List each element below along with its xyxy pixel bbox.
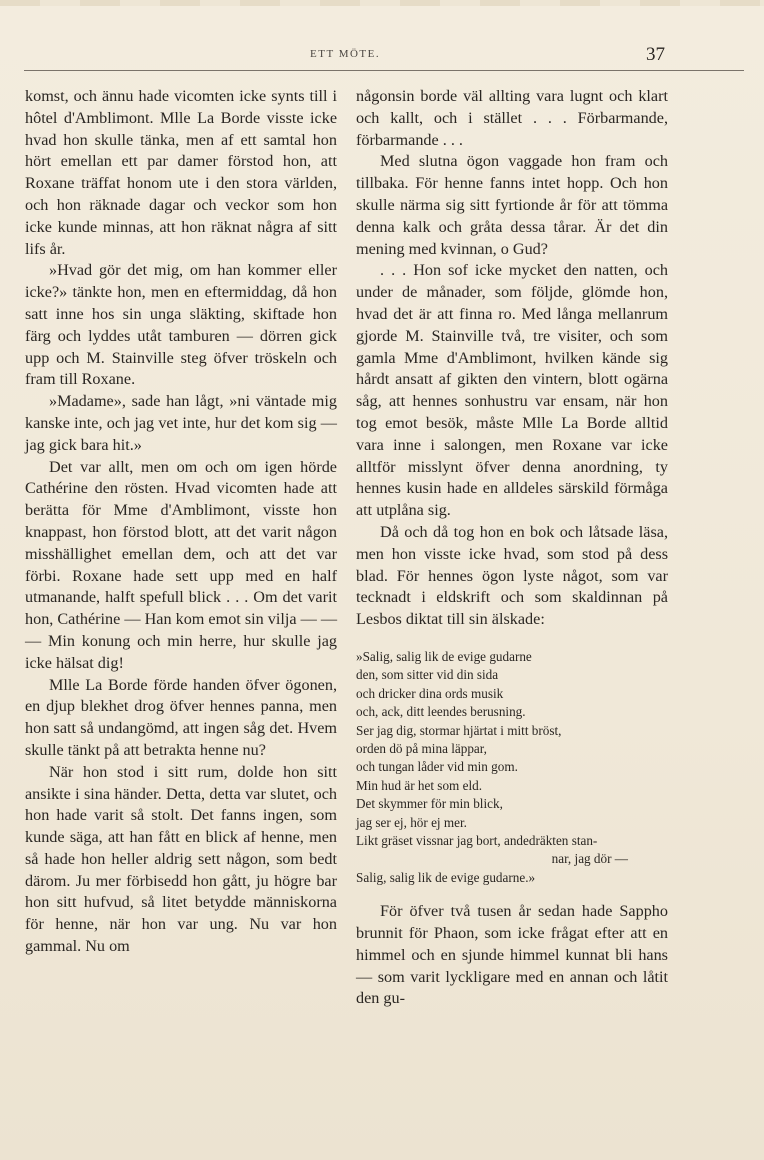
poem-line: Salig, salig lik de evige gudarne.»	[356, 869, 536, 885]
running-title: ETT MÖTE.	[310, 48, 381, 60]
poem-line: och dricker dina ords musik	[356, 685, 504, 701]
running-head	[0, 44, 764, 68]
poem-line: den, som sitter vid din sida	[356, 667, 499, 683]
poem-line: jag ser ej, hör ej mer.	[356, 814, 467, 830]
paragraph: . . . Hon sof icke mycket den natten, och under de månader, som följde, glömde hon, hvad det är att finna ro. Med långa mellanrum gjorde M. Stainville två, tre visiter, och som gamla Mme d'Amblimont, hvilken kände sig hårdt ansatt af gikten den vintern, blott ogärna såg, att hennes sonhustru var ensam, när hon tog emot besök, måste Mlle La Borde alltid vara inne i salongen, men Roxane var icke alltför misslynt öfver denna anordning, ty hennes kusin hade en alldeles särskild förmåga att utplåna sig.	[356, 261, 668, 520]
paragraph: När hon stod i sitt rum, dolde hon sitt ansikte i sina händer. Detta, detta var slutet, och hon hade varit så stolt. Det fanns ingen, som kunde säga, att han fått en blick af henne, men så hade hon heller aldrig sett någon, som bedt därom. Ju mer förbisedd hon gått, ju högre bar hon sitt hufvud, så litet betydde människorna för henne, när hon var ung. Nu var hon gammal. Nu om	[25, 762, 337, 956]
poem-line: och tungan låder vid min gom.	[356, 759, 518, 775]
poem-line: Det skymmer för min blick,	[356, 796, 503, 812]
paragraph: någonsin borde väl allting vara lugnt och klart och kallt, och i stället . . . Förbarmande, förbarmande . . .	[356, 87, 668, 149]
paragraph: Det var allt, men om och om igen hörde Cathérine den rösten. Hvad vicomten hade att berätta för Mme d'Amblimont, visste hon knappast, hon förstod blott, att det varit någon misshällighet emellan dem, och att det var förbi. Roxane hade sett upp med en half utmanande, halft spefull blick . . . Om det varit hon, Cathérine — Han kom emot sin vilja — — — Min konung och min herre, hur skulle jag icke hälsat dig!	[25, 457, 338, 672]
poem-line: Min hud är het som eld.	[356, 777, 482, 793]
poem-line-continuation: nar, jag dör —	[551, 851, 628, 867]
paragraph: Med slutna ögon vaggade hon fram och tillbaka. För henne fanns intet hopp. Och hon skulle närma sig sitt fyrtionde år för att tömma denna kalk och gråta dessa tårar. Är det din mening med kvinnan, o Gud?	[356, 152, 668, 258]
paragraph: För öfver två tusen år sedan hade Sappho brunnit för Phaon, som icke frågat efter att en himmel och en sjunde himmel kunnat bli hans — som varit lyckligare med en annan och låtit den gu-	[356, 902, 668, 1008]
page-top-edge	[0, 0, 764, 6]
poem-line: Likt gräset vissnar jag bort, andedräkten stan-	[356, 832, 598, 848]
poem-line: Ser jag dig, stormar hjärtat i mitt bröst,	[356, 722, 562, 738]
paragraph: »Madame», sade han lågt, »ni väntade mig kanske inte, och jag vet inte, hur det kom sig — jag gick bara hit.»	[25, 392, 337, 454]
poem-line: »Salig, salig lik de evige gudarne	[356, 648, 532, 664]
page-number: 37	[646, 44, 665, 65]
poem-quote	[356, 648, 668, 887]
paragraph: Mlle La Borde förde handen öfver ögonen, en djup blekhet drog öfver hennes panna, men hon satt så undangömd, att ingen såg det. Hvem skulle tänkt på att betrakta henne nu?	[25, 675, 337, 759]
poem-line: orden dö på mina läppar,	[356, 740, 487, 756]
poem-line: och, ack, ditt leendes berusning.	[356, 704, 526, 720]
paragraph: Då och då tog hon en bok och låtsade läsa, men hon visste icke hvad, som stod på dess blad. För hennes ögon lyste något, som var tecknadt i eldskrift och som skaldinnan på Lesbos diktat till sin älskade:	[356, 522, 668, 629]
right-column	[356, 86, 668, 1010]
header-rule	[24, 70, 744, 71]
paragraph: komst, och ännu hade vicomten icke synts till i hôtel d'Amblimont. Mlle La Borde visste icke hvad hon skulle tänka, men af ett samtal hon hört emellan ett par damer förstod hon, att Roxane träffat honom ute i den stora världen, och hon räknade dagar och veckor som hon icke kunde minnas, att hon räknat några af sitt lifs år.	[25, 87, 337, 258]
paragraph: »Hvad gör det mig, om han kommer eller icke?» tänkte hon, men en eftermiddag, då hon satt inne hos sin unga släkting, skiftade hon färg och lyddes utåt tamburen — dörren gick upp och M. Stainville steg öfver tröskeln och fram till Roxane.	[25, 261, 337, 389]
left-column	[25, 86, 337, 958]
